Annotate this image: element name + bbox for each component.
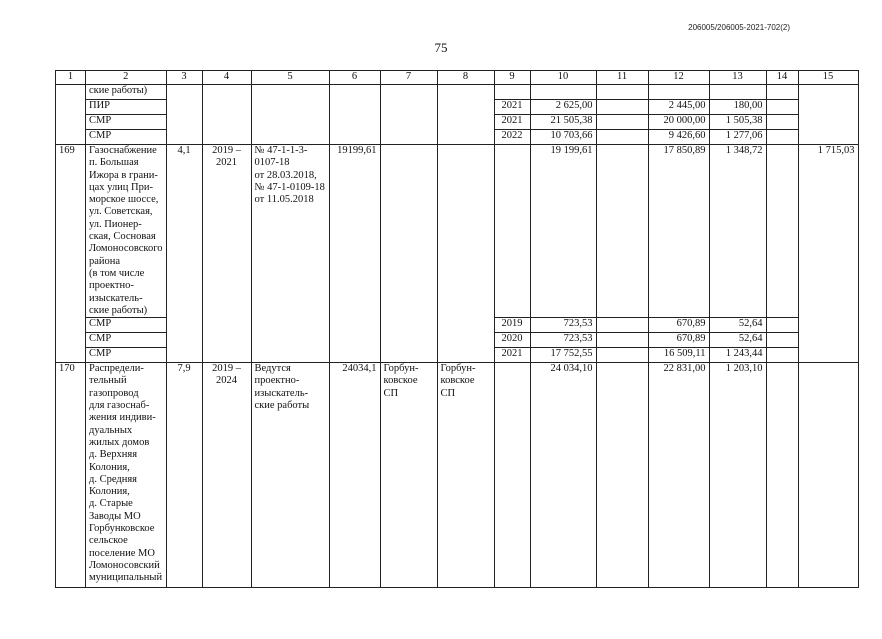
col-header: 2 (86, 71, 167, 85)
value-cell: 1 505,38 (709, 115, 766, 130)
table-row-169 (56, 145, 859, 318)
permit-docs: Ведутся проектно- изыскатель- ские работы (251, 363, 329, 588)
customer-cell: Горбун- ковское СП (380, 363, 437, 588)
col-header: 3 (166, 71, 202, 85)
value-cell: 723,53 (530, 333, 596, 348)
value-cell: 1 715,03 (798, 145, 858, 363)
document-id: 206005/206005-2021-702(2) (688, 23, 790, 32)
cost-cell: 24034,1 (329, 363, 380, 588)
object-name: Газоснабжение п. Большая Ижора в грани- цах улиц При- морское шоссе, ул. Советская, ул. Пионер- ская, Сосновая Ломоносовского района (в том числе проектно- изыскатель- ские работы) (86, 145, 167, 318)
object-name: Распредели- тельный газопровод для газоснаб- жения индиви- дуальных жилых домов д. Верхняя Колония, д. Средняя Колония, д. Старые Заводы МО Горбунковское сельское поселение МО Ломоносовский муниципальный (86, 363, 167, 588)
year-cell: 2019 (494, 318, 530, 333)
row-number: 170 (56, 363, 86, 588)
column-number-row (56, 71, 859, 85)
col-header: 8 (437, 71, 494, 85)
value-cell: 17 752,55 (530, 348, 596, 363)
length-cell: 7,9 (166, 363, 202, 588)
col-header: 13 (709, 71, 766, 85)
year-cell: 2021 (494, 100, 530, 115)
value-cell: 16 509,11 (648, 348, 709, 363)
work-type: СМР (86, 115, 167, 130)
page-number: 75 (434, 40, 448, 55)
col-header: 6 (329, 71, 380, 85)
value-cell: 21 505,38 (530, 115, 596, 130)
col-header: 11 (596, 71, 648, 85)
years-cell: 2019 – 2021 (202, 145, 251, 363)
col-header: 15 (798, 71, 858, 85)
value-cell: 1 348,72 (709, 145, 766, 318)
col-header: 1 (56, 71, 86, 85)
value-cell: 17 850,89 (648, 145, 709, 318)
work-type: СМР (86, 333, 167, 348)
value-cell: 1 243,44 (709, 348, 766, 363)
value-cell: 10 703,66 (530, 130, 596, 145)
value-cell: 24 034,10 (530, 363, 596, 588)
col-header: 10 (530, 71, 596, 85)
value-cell: 9 426,60 (648, 130, 709, 145)
permit-docs: № 47-1-1-3- 0107-18 от 28.03.2018, № 47-1-0109-18 от 11.05.2018 (251, 145, 329, 363)
col-header: 4 (202, 71, 251, 85)
work-type: ПИР (86, 100, 167, 115)
value-cell: 723,53 (530, 318, 596, 333)
work-type: СМР (86, 130, 167, 145)
value-cell: 52,64 (709, 318, 766, 333)
value-cell: 52,64 (709, 333, 766, 348)
value-cell: 1 277,06 (709, 130, 766, 145)
value-cell: 1 203,10 (709, 363, 766, 588)
length-cell: 4,1 (166, 145, 202, 363)
year-cell: 2021 (494, 348, 530, 363)
col-header: 7 (380, 71, 437, 85)
value-cell: 22 831,00 (648, 363, 709, 588)
year-cell: 2022 (494, 130, 530, 145)
year-cell: 2021 (494, 115, 530, 130)
col-header: 9 (494, 71, 530, 85)
work-type: СМР (86, 348, 167, 363)
value-cell: 20 000,00 (648, 115, 709, 130)
years-cell: 2019 – 2024 (202, 363, 251, 588)
value-cell: 19 199,61 (530, 145, 596, 318)
work-type: СМР (86, 318, 167, 333)
row-number: 169 (56, 145, 86, 363)
col-header: 12 (648, 71, 709, 85)
owner-cell: Горбун- ковское СП (437, 363, 494, 588)
col-header: 5 (251, 71, 329, 85)
table-row-170 (56, 363, 859, 588)
value-cell: 670,89 (648, 318, 709, 333)
value-cell: 180,00 (709, 100, 766, 115)
data-table (55, 70, 859, 588)
value-cell: 2 445,00 (648, 100, 709, 115)
table-row (56, 85, 859, 100)
value-cell: 670,89 (648, 333, 709, 348)
col-header: 14 (766, 71, 798, 85)
year-cell: 2020 (494, 333, 530, 348)
value-cell: 2 625,00 (530, 100, 596, 115)
cost-cell: 19199,61 (329, 145, 380, 363)
carry-text: ские работы) (86, 85, 167, 100)
